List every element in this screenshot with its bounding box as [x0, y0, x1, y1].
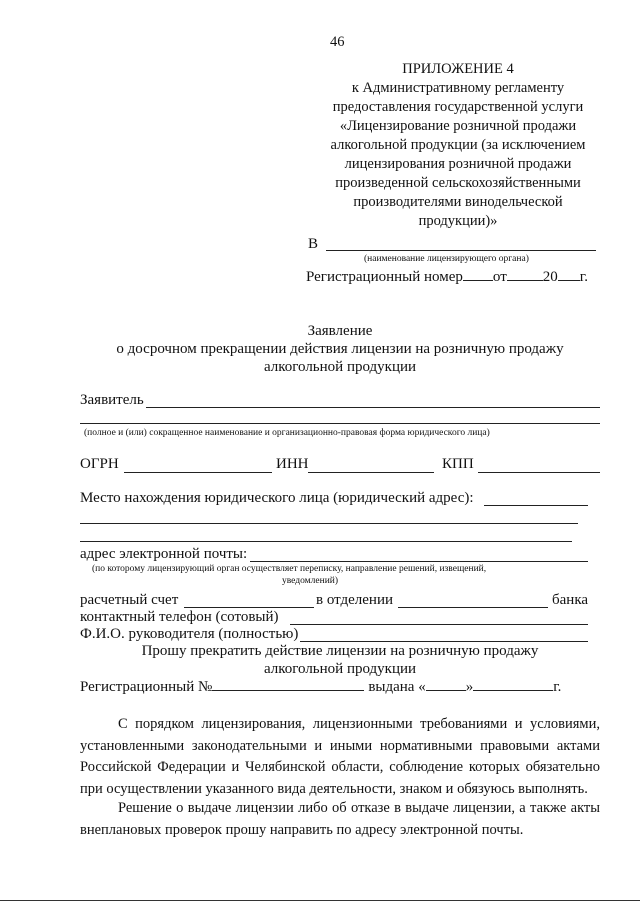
appendix-line: производителями винодельческой	[353, 194, 563, 210]
issued-label: выдана «	[368, 679, 426, 695]
reg-year-field[interactable]	[558, 268, 580, 281]
email-caption-2: уведомлений)	[282, 576, 339, 586]
document-heading	[80, 322, 600, 376]
address-field[interactable]	[484, 505, 588, 506]
account-label: расчетный счет	[80, 592, 179, 608]
applicant-label: Заявитель	[80, 392, 144, 408]
email-caption: (по которому лицензирующий орган осуществляет переписку, направление решений, извещений,	[92, 564, 487, 574]
appendix-block	[318, 60, 598, 231]
issued-quote: »	[465, 679, 474, 695]
addressee-caption: (наименование лицензирующего органа)	[364, 254, 529, 264]
address-label: Место нахождения юридического лица (юридический адрес):	[80, 490, 474, 506]
ogrn-field[interactable]	[124, 472, 272, 473]
appendix-line: алкогольной продукции (за исключением	[330, 137, 586, 153]
phone-field[interactable]	[290, 624, 588, 625]
account-field[interactable]	[184, 607, 314, 608]
email-field[interactable]	[250, 561, 588, 562]
appendix-title: ПРИЛОЖЕНИЕ 4	[402, 61, 514, 77]
addressee-prefix: В	[308, 236, 319, 252]
applicant-caption: (полное и (или) сокращенное наименование и организационно-правовая форма юридического лица)	[84, 428, 490, 438]
heading-title: Заявление	[307, 323, 373, 339]
applicant-field-2[interactable]	[80, 423, 600, 424]
heading-line: алкогольной продукции	[263, 359, 417, 375]
reg-suffix: г.	[579, 269, 588, 285]
kpp-field[interactable]	[478, 472, 600, 473]
addressee-line[interactable]	[326, 250, 596, 251]
issued-suffix: г.	[553, 679, 562, 695]
branch-field[interactable]	[398, 607, 548, 608]
appendix-line: продукции)»	[418, 213, 498, 229]
reg-date-field[interactable]	[507, 268, 543, 281]
request-text	[80, 642, 600, 678]
page-number: 46	[330, 34, 345, 50]
kpp-label: КПП	[442, 456, 474, 472]
branch-label: в отделении	[316, 592, 394, 608]
ogrn-label: ОГРН	[80, 456, 119, 472]
registration-number-row	[306, 268, 588, 286]
consent-paragraph: С порядком лицензирования, лицензионными требованиями и условиями, установленными законодательными и иными нормативными правовыми актами Российской Федерации и Челябинской области, соблюдение которых обязательно при осуществлении указанного вида деятельности, знаком и обязуюсь выполнять.	[80, 716, 600, 797]
reg-from: от	[492, 269, 507, 285]
applicant-field[interactable]	[146, 407, 600, 408]
reg-number-field[interactable]	[463, 268, 493, 281]
address-field-2[interactable]	[80, 523, 578, 524]
delivery-paragraph: Решение о выдаче лицензии либо об отказе в выдаче лицензии, а также акты внеплановых проверок прошу направить по адресу электронной почты.	[80, 800, 600, 838]
inn-field[interactable]	[308, 472, 434, 473]
inn-label: ИНН	[276, 456, 309, 472]
heading-line: о досрочном прекращении действия лицензии на розничную продажу	[116, 341, 564, 357]
request-line: алкогольной продукции	[263, 661, 417, 677]
appendix-line: предоставления государственной услуги	[332, 99, 584, 115]
bank-label: банка	[552, 592, 589, 608]
appendix-line: произведенной сельскохозяйственными	[335, 175, 581, 191]
reg-no-field[interactable]	[212, 678, 364, 691]
issued-month-field[interactable]	[473, 678, 553, 691]
reg-year: 20	[542, 269, 558, 285]
email-label: адрес электронной почты:	[80, 546, 248, 562]
license-reg-row	[80, 678, 561, 696]
reg-no-label: Регистрационный №	[80, 679, 213, 695]
issued-day-field[interactable]	[426, 678, 466, 691]
appendix-line: к Административному регламенту	[351, 80, 565, 96]
reg-prefix: Регистрационный номер	[306, 269, 463, 285]
appendix-line: «Лицензирование розничной продажи	[339, 118, 577, 134]
page-bottom-rule	[0, 900, 640, 901]
appendix-line: лицензирования розничной продажи	[344, 156, 572, 172]
head-label: Ф.И.О. руководителя (полностью)	[80, 626, 299, 642]
address-field-3[interactable]	[80, 541, 572, 542]
request-line: Прошу прекратить действие лицензии на розничную продажу	[141, 643, 539, 659]
phone-label: контактный телефон (сотовый)	[80, 609, 279, 625]
